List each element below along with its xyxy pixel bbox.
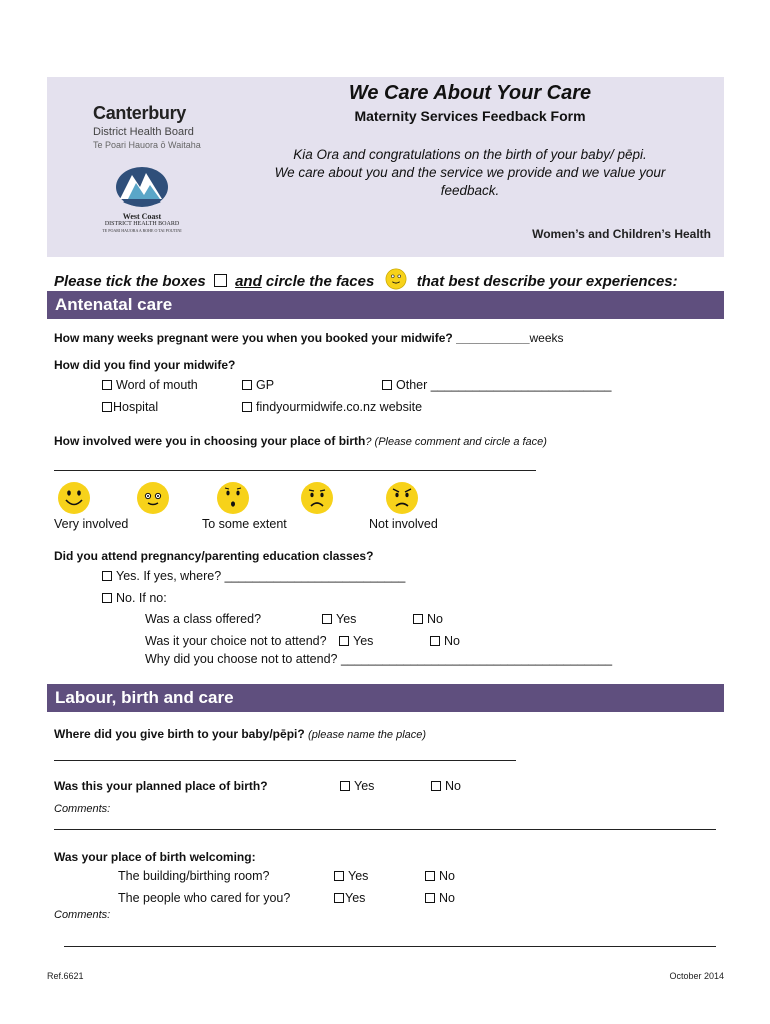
option-offered-yes[interactable] xyxy=(322,612,356,626)
neutral-face-icon[interactable] xyxy=(216,481,250,515)
question-weeks-text: How many weeks pregnant were you when you booked your midwife? ___________ xyxy=(54,331,530,345)
question-choice xyxy=(145,634,327,648)
question-choice-text: Was it your choice not to attend? xyxy=(145,634,327,648)
checkbox[interactable] xyxy=(242,380,252,390)
intro-text xyxy=(255,146,685,200)
checkbox[interactable] xyxy=(425,871,435,881)
option-label: No xyxy=(444,634,460,648)
comment-line[interactable] xyxy=(54,470,536,471)
option-choice-yes[interactable] xyxy=(339,634,373,648)
wc-name: West Coast xyxy=(122,212,162,221)
checkbox[interactable] xyxy=(322,614,332,624)
happy-face-icon[interactable] xyxy=(136,481,170,515)
mountain-icon xyxy=(114,165,170,209)
checkbox[interactable] xyxy=(430,636,440,646)
option-label: Yes xyxy=(348,869,369,883)
question-find-midwife: How did you find your midwife? xyxy=(54,358,236,372)
option-label: Yes xyxy=(354,779,375,793)
checkbox[interactable] xyxy=(102,571,112,581)
cdhb-logo xyxy=(93,103,203,150)
department-label: Women’s and Children’s Health xyxy=(532,227,711,241)
checkbox[interactable] xyxy=(340,781,350,791)
section-labour-birth-care: Labour, birth and care xyxy=(47,684,724,712)
instructions xyxy=(54,268,754,290)
comments-label-1: Comments: xyxy=(54,803,111,815)
intro-line-1: Kia Ora and congratulations on the birth of your baby/ pēpi. xyxy=(293,147,647,162)
question-people: The people who cared for you? xyxy=(118,891,291,905)
option-choice-no[interactable] xyxy=(430,634,460,648)
option-building-yes[interactable] xyxy=(334,869,368,883)
checkbox[interactable] xyxy=(334,871,344,881)
cdhb-maori-name: Te Poari Hauora ō Waitaha xyxy=(93,140,201,150)
comments-label-2: Comments: xyxy=(54,909,111,921)
option-offered-no[interactable] xyxy=(413,612,443,626)
footer-ref: Ref.6621 xyxy=(47,971,84,981)
option-label: Word of mouth xyxy=(116,378,198,392)
scale-to-some-extent: To some extent xyxy=(202,517,287,531)
west-coast-logo xyxy=(92,165,192,233)
checkbox[interactable] xyxy=(102,402,112,412)
intro-line-3: feedback. xyxy=(440,183,500,198)
instructions-and: and xyxy=(235,273,262,290)
question-weeks xyxy=(54,331,564,345)
checkbox[interactable] xyxy=(334,893,344,903)
option-website[interactable] xyxy=(242,400,422,414)
form-subtitle: Maternity Services Feedback Form xyxy=(354,108,586,124)
instructions-part1: Please tick the boxes xyxy=(54,273,206,290)
instructions-part3: circle the faces xyxy=(261,273,375,290)
question-why-not: Why did you choose not to attend? _______________________________________ xyxy=(145,652,613,666)
question-involved-note: ? (Please comment and circle a face) xyxy=(365,436,547,448)
option-label: Other __________________________ xyxy=(396,378,612,392)
checkbox[interactable] xyxy=(102,593,112,603)
scale-very-involved: Very involved xyxy=(54,517,129,531)
cdhb-name: Canterbury xyxy=(93,103,187,123)
wc-subtitle: DISTRICT HEALTH BOARD xyxy=(104,221,180,227)
option-label: No xyxy=(439,891,455,905)
option-planned-yes[interactable] xyxy=(340,779,374,793)
question-involved xyxy=(54,434,547,448)
intro-line-2: We care about you and the service we provide and we value your xyxy=(274,165,666,180)
option-classes-yes[interactable] xyxy=(102,569,405,583)
option-label: Yes xyxy=(336,612,357,626)
option-building-no[interactable] xyxy=(425,869,455,883)
option-word-of-mouth[interactable] xyxy=(102,378,198,392)
birth-place-line[interactable] xyxy=(54,760,516,761)
option-hospital[interactable] xyxy=(102,400,158,414)
checkbox[interactable] xyxy=(425,893,435,903)
checkbox[interactable] xyxy=(431,781,441,791)
option-label: GP xyxy=(256,378,275,392)
checkbox[interactable] xyxy=(382,380,392,390)
option-label: No xyxy=(427,612,443,626)
option-label: No xyxy=(439,869,455,883)
option-planned-no[interactable] xyxy=(431,779,461,793)
option-classes-no[interactable] xyxy=(102,591,167,605)
smiley-face-icon xyxy=(385,268,407,290)
instructions-part4: that best describe your experiences: xyxy=(416,273,678,290)
option-label: findyourmidwife.co.nz website xyxy=(256,400,423,414)
unhappy-face-icon[interactable] xyxy=(300,481,334,515)
section-antenatal-care: Antenatal care xyxy=(47,291,724,319)
option-label: Yes. If yes, where? __________________________ xyxy=(116,569,406,583)
option-other[interactable] xyxy=(382,378,612,392)
very-happy-face-icon[interactable] xyxy=(57,481,91,515)
very-unhappy-face-icon[interactable] xyxy=(385,481,419,515)
option-label: No xyxy=(445,779,461,793)
question-birth-place xyxy=(54,727,426,741)
question-welcoming: Was your place of birth welcoming: xyxy=(54,850,256,864)
question-involved-text: How involved were you in choosing your place of birth xyxy=(54,434,366,448)
question-class-offered: Was a class offered? xyxy=(145,612,262,626)
cdhb-subtitle: District Health Board xyxy=(93,126,194,138)
checkbox[interactable] xyxy=(102,380,112,390)
option-label: Hospital xyxy=(113,400,159,414)
question-classes: Did you attend pregnancy/parenting education classes? xyxy=(54,549,374,563)
checkbox[interactable] xyxy=(413,614,423,624)
question-birth-place-note: (please name the place) xyxy=(308,729,427,741)
checkbox-example-icon xyxy=(214,274,227,287)
footer-date: October 2014 xyxy=(669,971,724,981)
question-birth-place-text: Where did you give birth to your baby/pēpi? xyxy=(54,727,305,741)
wc-maori-name: TE POARI HAUORA A ROHE O TAI POUTINI xyxy=(102,228,182,233)
form-title: We Care About Your Care xyxy=(348,82,592,104)
option-label: Yes xyxy=(353,634,374,648)
question-building: The building/birthing room? xyxy=(118,869,270,883)
checkbox[interactable] xyxy=(242,402,252,412)
option-label: Yes xyxy=(345,891,366,905)
option-label: No. If no: xyxy=(116,591,167,605)
option-people-no[interactable] xyxy=(425,891,455,905)
comments-line-1[interactable] xyxy=(54,829,716,830)
option-people-yes[interactable] xyxy=(334,891,365,905)
checkbox[interactable] xyxy=(339,636,349,646)
option-gp[interactable] xyxy=(242,378,274,392)
comments-line-2[interactable] xyxy=(64,946,716,947)
scale-not-involved: Not involved xyxy=(369,517,438,531)
weeks-suffix: weeks xyxy=(529,331,564,345)
question-planned: Was this your planned place of birth? xyxy=(54,779,268,793)
